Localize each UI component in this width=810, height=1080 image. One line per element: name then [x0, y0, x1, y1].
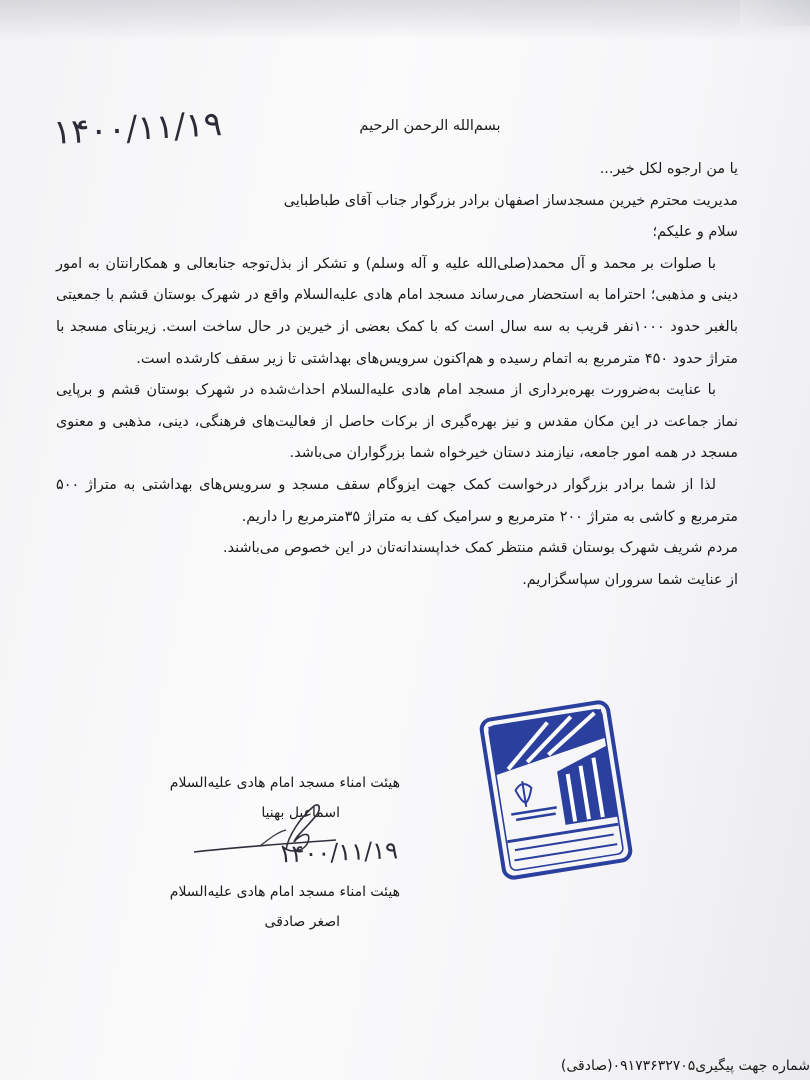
paragraph-request: لذا از شما برادر بزرگوار درخواست کمک جهت ایزوگام سقف مسجد و سرویس‌های بهداشتی به متراژ ۵۰۰ مترمربع و کاشی به متراژ ۲۰۰ مترمربع و سرامیک کف به متراژ ۳۵مترمربع را داریم.	[56, 476, 738, 525]
basmala-heading: بسم‌الله الرحمن الرحیم	[359, 118, 501, 134]
paragraph-need: با عنایت به‌ضرورت بهره‌برداری از مسجد امام هادی علیه‌السلام احداث‌شده در شهرک بوستان قشم و برپایی نماز جماعت در این مکان مقدس و نیز بهره‌گیری از برکات حاصل از فعالیت‌های فرهنگی، دینی، مذهبی و معنوی مسجد در همه امور جامعه، نیازمند دستان خیرخواه شما بزرگواران می‌باشد.	[56, 382, 738, 462]
signatory-2-name: اصغر صادقی	[264, 914, 340, 930]
paragraph-intro: با صلوات بر محمد و آل محمد(صلی‌الله علیه و آله وسلم) و تشکر از بذل‌توجه جنابعالی و همکارانتان به امور دینی و مذهبی؛ احتراما به استحضار می‌رساند مسجد امام هادی علیه‌السلام واقع در شهرک بوستان قشم با جمعیتی بالغبر حدود ۱۰۰۰نفر قریب به سه سال است که با کمک بعضی از خیرین در حال ساخت است. زیربنای مسجد با متراژ حدود ۴۵۰ مترمربع به اتمام رسیده و هم‌اکنون سرویس‌های بهداشتی تا زیر سقف کارشده است.	[56, 255, 738, 367]
paper-fold-shadow	[0, 0, 810, 40]
opening-line: یا من ارجوه لکل خیر...	[599, 161, 738, 177]
closing-line: از عنایت شما سروران سپاسگزاریم.	[522, 571, 738, 588]
tracking-number: شماره جهت پیگیری۰۹۱۷۳۶۳۲۷۰۵(صادقی)	[560, 1058, 810, 1074]
addressee-line: مدیریت محترم خیرین مسجدساز اصفهان برادر بزرگوار جناب آقای طباطبایی	[283, 192, 738, 209]
paragraph-people: مردم شریف شهرک بوستان قشم منتظر کمک خداپسندانه‌تان در این خصوص می‌باشند.	[223, 540, 738, 557]
signatory-1-org: هیئت امناء مسجد امام هادی علیه‌السلام	[169, 775, 400, 791]
greeting-line: سلام و علیکم؛	[652, 224, 738, 241]
paper-corner	[740, 0, 810, 26]
signature-date: ۱۴۰۰/۱۱/۱۹	[278, 836, 399, 869]
signatory-2-org: هیئت امناء مسجد امام هادی علیه‌السلام	[169, 884, 400, 900]
signatory-2	[100, 884, 400, 930]
letter-body	[56, 154, 738, 596]
handwritten-date: ۱۴۰۰/۱۱/۱۹	[52, 104, 223, 153]
signatory-1-name: اسماعیل بهنیا	[261, 805, 340, 821]
official-stamp	[476, 696, 637, 883]
